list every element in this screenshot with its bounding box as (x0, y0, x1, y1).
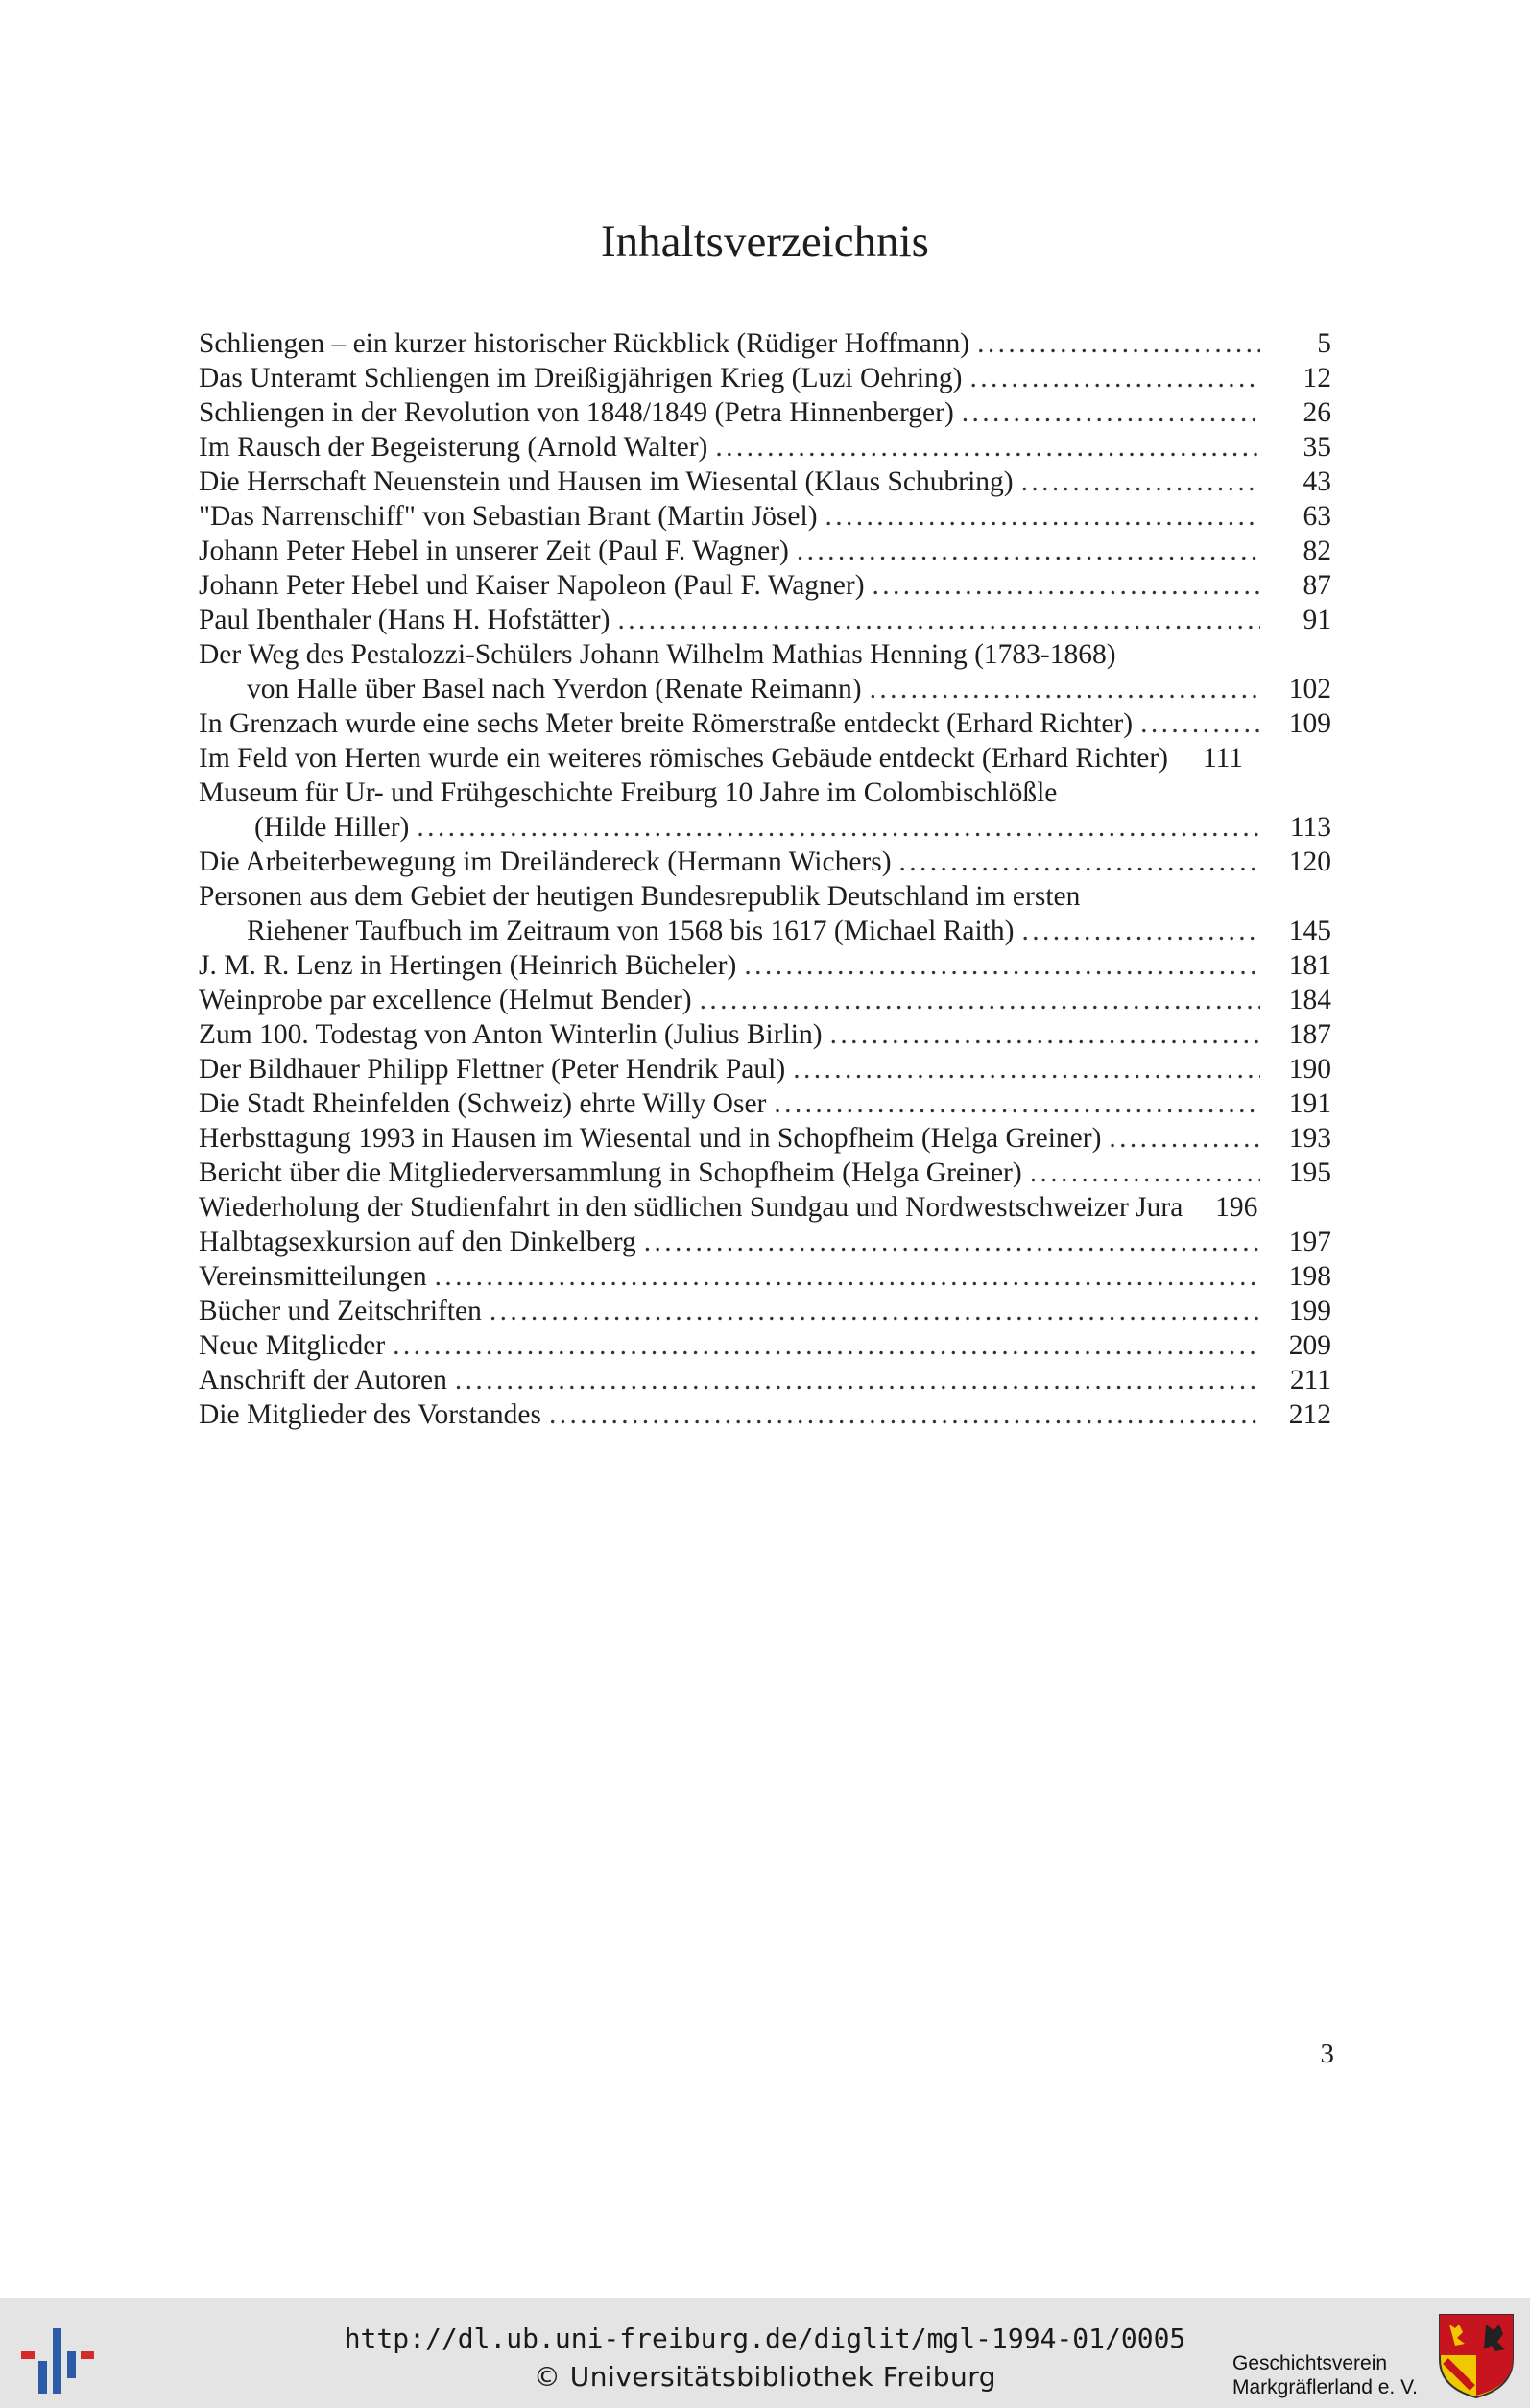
dot-leader (977, 326, 1260, 361)
toc-entry-line (199, 948, 1331, 983)
toc-entry-title: Paul Ibenthaler (Hans H. Hofstätter) (199, 605, 610, 635)
toc-entry-line (199, 845, 1331, 879)
toc-entry-title: Museum für Ur- und Frühgeschichte Freiburg 10 Jahre im Colombischlößle (199, 777, 1058, 808)
toc-entry[interactable] (199, 326, 1331, 361)
toc-entry-title: Die Herrschaft Neuenstein und Hausen im Wiesental (Klaus Schubring) (199, 466, 1014, 497)
toc-entry-title: Der Weg des Pestalozzi-Schülers Johann Wilhelm Mathias Henning (1783-1868) (199, 639, 1116, 670)
toc-page-number: 181 (1288, 950, 1331, 981)
toc-entry-line (199, 603, 1331, 637)
toc-entry-line (199, 1363, 1331, 1397)
toc-page-number: 109 (1288, 708, 1331, 739)
toc-entry-line (199, 465, 1331, 499)
toc-entry-line (199, 568, 1331, 603)
toc-page-number: 184 (1288, 985, 1331, 1015)
dot-leader (830, 1017, 1260, 1052)
toc-entry-title: In Grenzach wurde eine sechs Meter breite Römerstraße entdeckt (Erhard Richter) (199, 708, 1134, 739)
toc-page-number: 5 (1317, 328, 1331, 359)
copyright-notice: © Universitätsbibliothek Freiburg (533, 2361, 997, 2393)
toc-entry[interactable] (199, 1121, 1331, 1156)
dot-leader (899, 845, 1260, 879)
toc-page-number: 212 (1288, 1399, 1331, 1430)
toc-entry-line (199, 326, 1331, 361)
toc-entry-line (199, 1086, 1331, 1121)
toc-entry-line (199, 1328, 1331, 1363)
toc-entry-title: Im Feld von Herten wurde ein weiteres römisches Gebäude entdeckt (Erhard Richter) (199, 743, 1169, 774)
toc-page-number: 63 (1303, 501, 1331, 532)
toc-entry[interactable] (199, 430, 1331, 465)
society-name-line1: Geschichtsverein (1232, 2352, 1388, 2374)
toc-entry-line (199, 1156, 1331, 1190)
toc-entry-line (199, 983, 1331, 1017)
toc-page-number: 193 (1288, 1123, 1331, 1154)
dot-leader (617, 603, 1260, 637)
dot-leader (1021, 914, 1260, 948)
dot-leader (969, 361, 1260, 395)
toc-entry-line (199, 1052, 1331, 1086)
toc-entry-title: Personen aus dem Gebiet der heutigen Bundesrepublik Deutschland im ersten (199, 881, 1081, 912)
dot-leader (870, 672, 1260, 706)
toc-entry[interactable] (199, 499, 1331, 534)
toc-entry-title: Neue Mitglieder (199, 1330, 386, 1361)
toc-page-number: 191 (1288, 1088, 1331, 1119)
toc-page-number: 91 (1303, 605, 1331, 635)
dot-leader (644, 1225, 1260, 1259)
toc-entry-line (199, 741, 1331, 775)
dot-leader (774, 1086, 1260, 1121)
toc-page-number: 195 (1288, 1157, 1331, 1188)
toc-entry-line (199, 1259, 1331, 1294)
toc-entry[interactable] (199, 395, 1331, 430)
toc-entry-line (199, 430, 1331, 465)
toc-entry-line (199, 1225, 1331, 1259)
toc-entry-title: von Halle über Basel nach Yverdon (Renate Reimann) (247, 674, 862, 704)
toc-entry[interactable] (199, 706, 1331, 741)
toc-entry-title: Die Mitglieder des Vorstandes (199, 1399, 541, 1430)
dot-leader (825, 499, 1260, 534)
toc-entry[interactable] (199, 741, 1331, 775)
toc-entry[interactable] (199, 637, 1331, 706)
toc-page-number: 211 (1289, 1365, 1331, 1395)
toc-entry-line (199, 1294, 1331, 1328)
toc-page-number: 190 (1288, 1054, 1331, 1085)
toc-page-number: 102 (1288, 674, 1331, 704)
toc-entry[interactable] (199, 1294, 1331, 1328)
toc-entry-line (199, 1121, 1331, 1156)
toc-entry[interactable] (199, 1017, 1331, 1052)
dot-leader (393, 1328, 1260, 1363)
toc-entry-title: Herbsttagung 1993 in Hausen im Wiesental und in Schopfheim (Helga Greiner) (199, 1123, 1102, 1154)
toc-entry-title: Zum 100. Todestag von Anton Winterlin (Julius Birlin) (199, 1019, 823, 1050)
toc-entry-line (199, 395, 1331, 430)
dot-leader (744, 948, 1260, 983)
toc-entry-title: Bericht über die Mitgliederversammlung in Schopfheim (Helga Greiner) (199, 1157, 1022, 1188)
toc-entry-title: Im Rausch der Begeisterung (Arnold Walter) (199, 432, 708, 463)
page-title: Inhaltsverzeichnis (601, 217, 929, 267)
toc-entry-continuation (199, 914, 1331, 948)
toc-entry-line (199, 1190, 1331, 1225)
dot-leader (549, 1397, 1260, 1432)
dot-leader (1109, 1121, 1260, 1156)
toc-page-number: 87 (1303, 570, 1331, 601)
toc-page-number: 12 (1303, 363, 1331, 393)
toc-entry-title: Schliengen in der Revolution von 1848/1849 (Petra Hinnenberger) (199, 397, 954, 428)
toc-entry[interactable] (199, 534, 1331, 568)
toc-entry-line (199, 775, 1331, 810)
toc-page-number: 198 (1288, 1261, 1331, 1292)
toc-page-number: 197 (1288, 1227, 1331, 1257)
source-url[interactable]: http://dl.ub.uni-freiburg.de/diglit/mgl-1994-01/0005 (344, 2323, 1186, 2354)
toc-entry-line (199, 637, 1331, 672)
toc-entry[interactable] (199, 465, 1331, 499)
toc-entry[interactable] (199, 1225, 1331, 1259)
toc-page-number: 113 (1289, 812, 1331, 843)
toc-entry-title: Der Bildhauer Philipp Flettner (Peter Hendrik Paul) (199, 1054, 786, 1085)
toc-page-number: 196 (1215, 1192, 1258, 1223)
toc-page-number: 43 (1303, 466, 1331, 497)
toc-entry-title: Johann Peter Hebel in unserer Zeit (Paul F. Wagner) (199, 536, 789, 566)
toc-entry-title: Vereinsmitteilungen (199, 1261, 427, 1292)
toc-page-number: 82 (1303, 536, 1331, 566)
toc-entry-line (199, 534, 1331, 568)
dot-leader (1030, 1156, 1260, 1190)
toc-entry-title: Halbtagsexkursion auf den Dinkelberg (199, 1227, 636, 1257)
toc-entry-title: Johann Peter Hebel und Kaiser Napoleon (Paul F. Wagner) (199, 570, 865, 601)
toc-entry-title: Die Stadt Rheinfelden (Schweiz) ehrte Willy Oser (199, 1088, 767, 1119)
toc-entry-title: Wiederholung der Studienfahrt in den südlichen Sundgau und Nordwestschweizer Jura (199, 1192, 1183, 1223)
dot-leader (1140, 706, 1260, 741)
dot-leader (490, 1294, 1260, 1328)
toc-entry[interactable] (199, 1086, 1331, 1121)
society-crest-icon (1436, 2311, 1517, 2401)
toc-entry[interactable] (199, 775, 1331, 845)
toc-entry-continuation (199, 810, 1331, 845)
toc-entry-title: Riehener Taufbuch im Zeitraum von 1568 bis 1617 (Michael Raith) (247, 916, 1015, 946)
footer-bar (0, 2298, 1530, 2408)
dot-leader (417, 810, 1260, 845)
dot-leader (962, 395, 1260, 430)
dot-leader (455, 1363, 1260, 1397)
toc-entry-title: (Hilde Hiller) (254, 812, 410, 843)
toc-entry[interactable] (199, 845, 1331, 879)
toc-entry[interactable] (199, 1397, 1331, 1432)
dot-leader (1021, 465, 1260, 499)
dot-leader (793, 1052, 1260, 1086)
toc-entry[interactable] (199, 1052, 1331, 1086)
toc-entry-title: J. M. R. Lenz in Hertingen (Heinrich Bücheler) (199, 950, 737, 981)
toc-entry-line (199, 706, 1331, 741)
toc-entry[interactable] (199, 361, 1331, 395)
toc-entry[interactable] (199, 983, 1331, 1017)
society-name-line2: Markgräflerland e. V. (1232, 2376, 1418, 2398)
toc-page-number: 187 (1288, 1019, 1331, 1050)
toc-entry-title: Die Arbeiterbewegung im Dreiländereck (Hermann Wichers) (199, 846, 892, 877)
toc-entry-title: Weinprobe par excellence (Helmut Bender) (199, 985, 692, 1015)
toc-entry[interactable] (199, 568, 1331, 603)
toc-entry-title: Bücher und Zeitschriften (199, 1296, 482, 1326)
dot-leader (715, 430, 1260, 465)
toc-entry[interactable] (199, 879, 1331, 948)
toc-entry[interactable] (199, 1190, 1331, 1225)
toc-entry[interactable] (199, 1156, 1331, 1190)
toc-entry[interactable] (199, 603, 1331, 637)
toc-entry-title: Das Unteramt Schliengen im Dreißigjährigen Krieg (Luzi Oehring) (199, 363, 963, 393)
toc-entry-line (199, 1397, 1331, 1432)
toc-page-number: 199 (1288, 1296, 1331, 1326)
toc-page-number: 145 (1288, 916, 1331, 946)
dot-leader (797, 534, 1260, 568)
toc-entry-title: Anschrift der Autoren (199, 1365, 447, 1395)
toc-entry-title: Schliengen – ein kurzer historischer Rückblick (Rüdiger Hoffmann) (199, 328, 970, 359)
dot-leader (700, 983, 1260, 1017)
toc-entry[interactable] (199, 1328, 1331, 1363)
toc-entry-line (199, 1017, 1331, 1052)
dot-leader (435, 1259, 1260, 1294)
toc-entry[interactable] (199, 1363, 1331, 1397)
toc-page-number: 26 (1303, 397, 1331, 428)
toc-entry-line (199, 499, 1331, 534)
toc-entry-line (199, 361, 1331, 395)
toc-entry[interactable] (199, 948, 1331, 983)
toc-entry[interactable] (199, 1259, 1331, 1294)
table-of-contents (199, 326, 1331, 1432)
toc-entry-title: "Das Narrenschiff" von Sebastian Brant (Martin Jösel) (199, 501, 818, 532)
society-name (1232, 2351, 1418, 2399)
toc-page-number: 111 (1202, 743, 1244, 774)
toc-entry-continuation (199, 672, 1331, 706)
page-number: 3 (1320, 2038, 1334, 2069)
dot-leader (873, 568, 1260, 603)
toc-page-number: 35 (1303, 432, 1331, 463)
toc-entry-line (199, 879, 1331, 914)
toc-page-number: 209 (1288, 1330, 1331, 1361)
toc-page-number: 120 (1288, 846, 1331, 877)
